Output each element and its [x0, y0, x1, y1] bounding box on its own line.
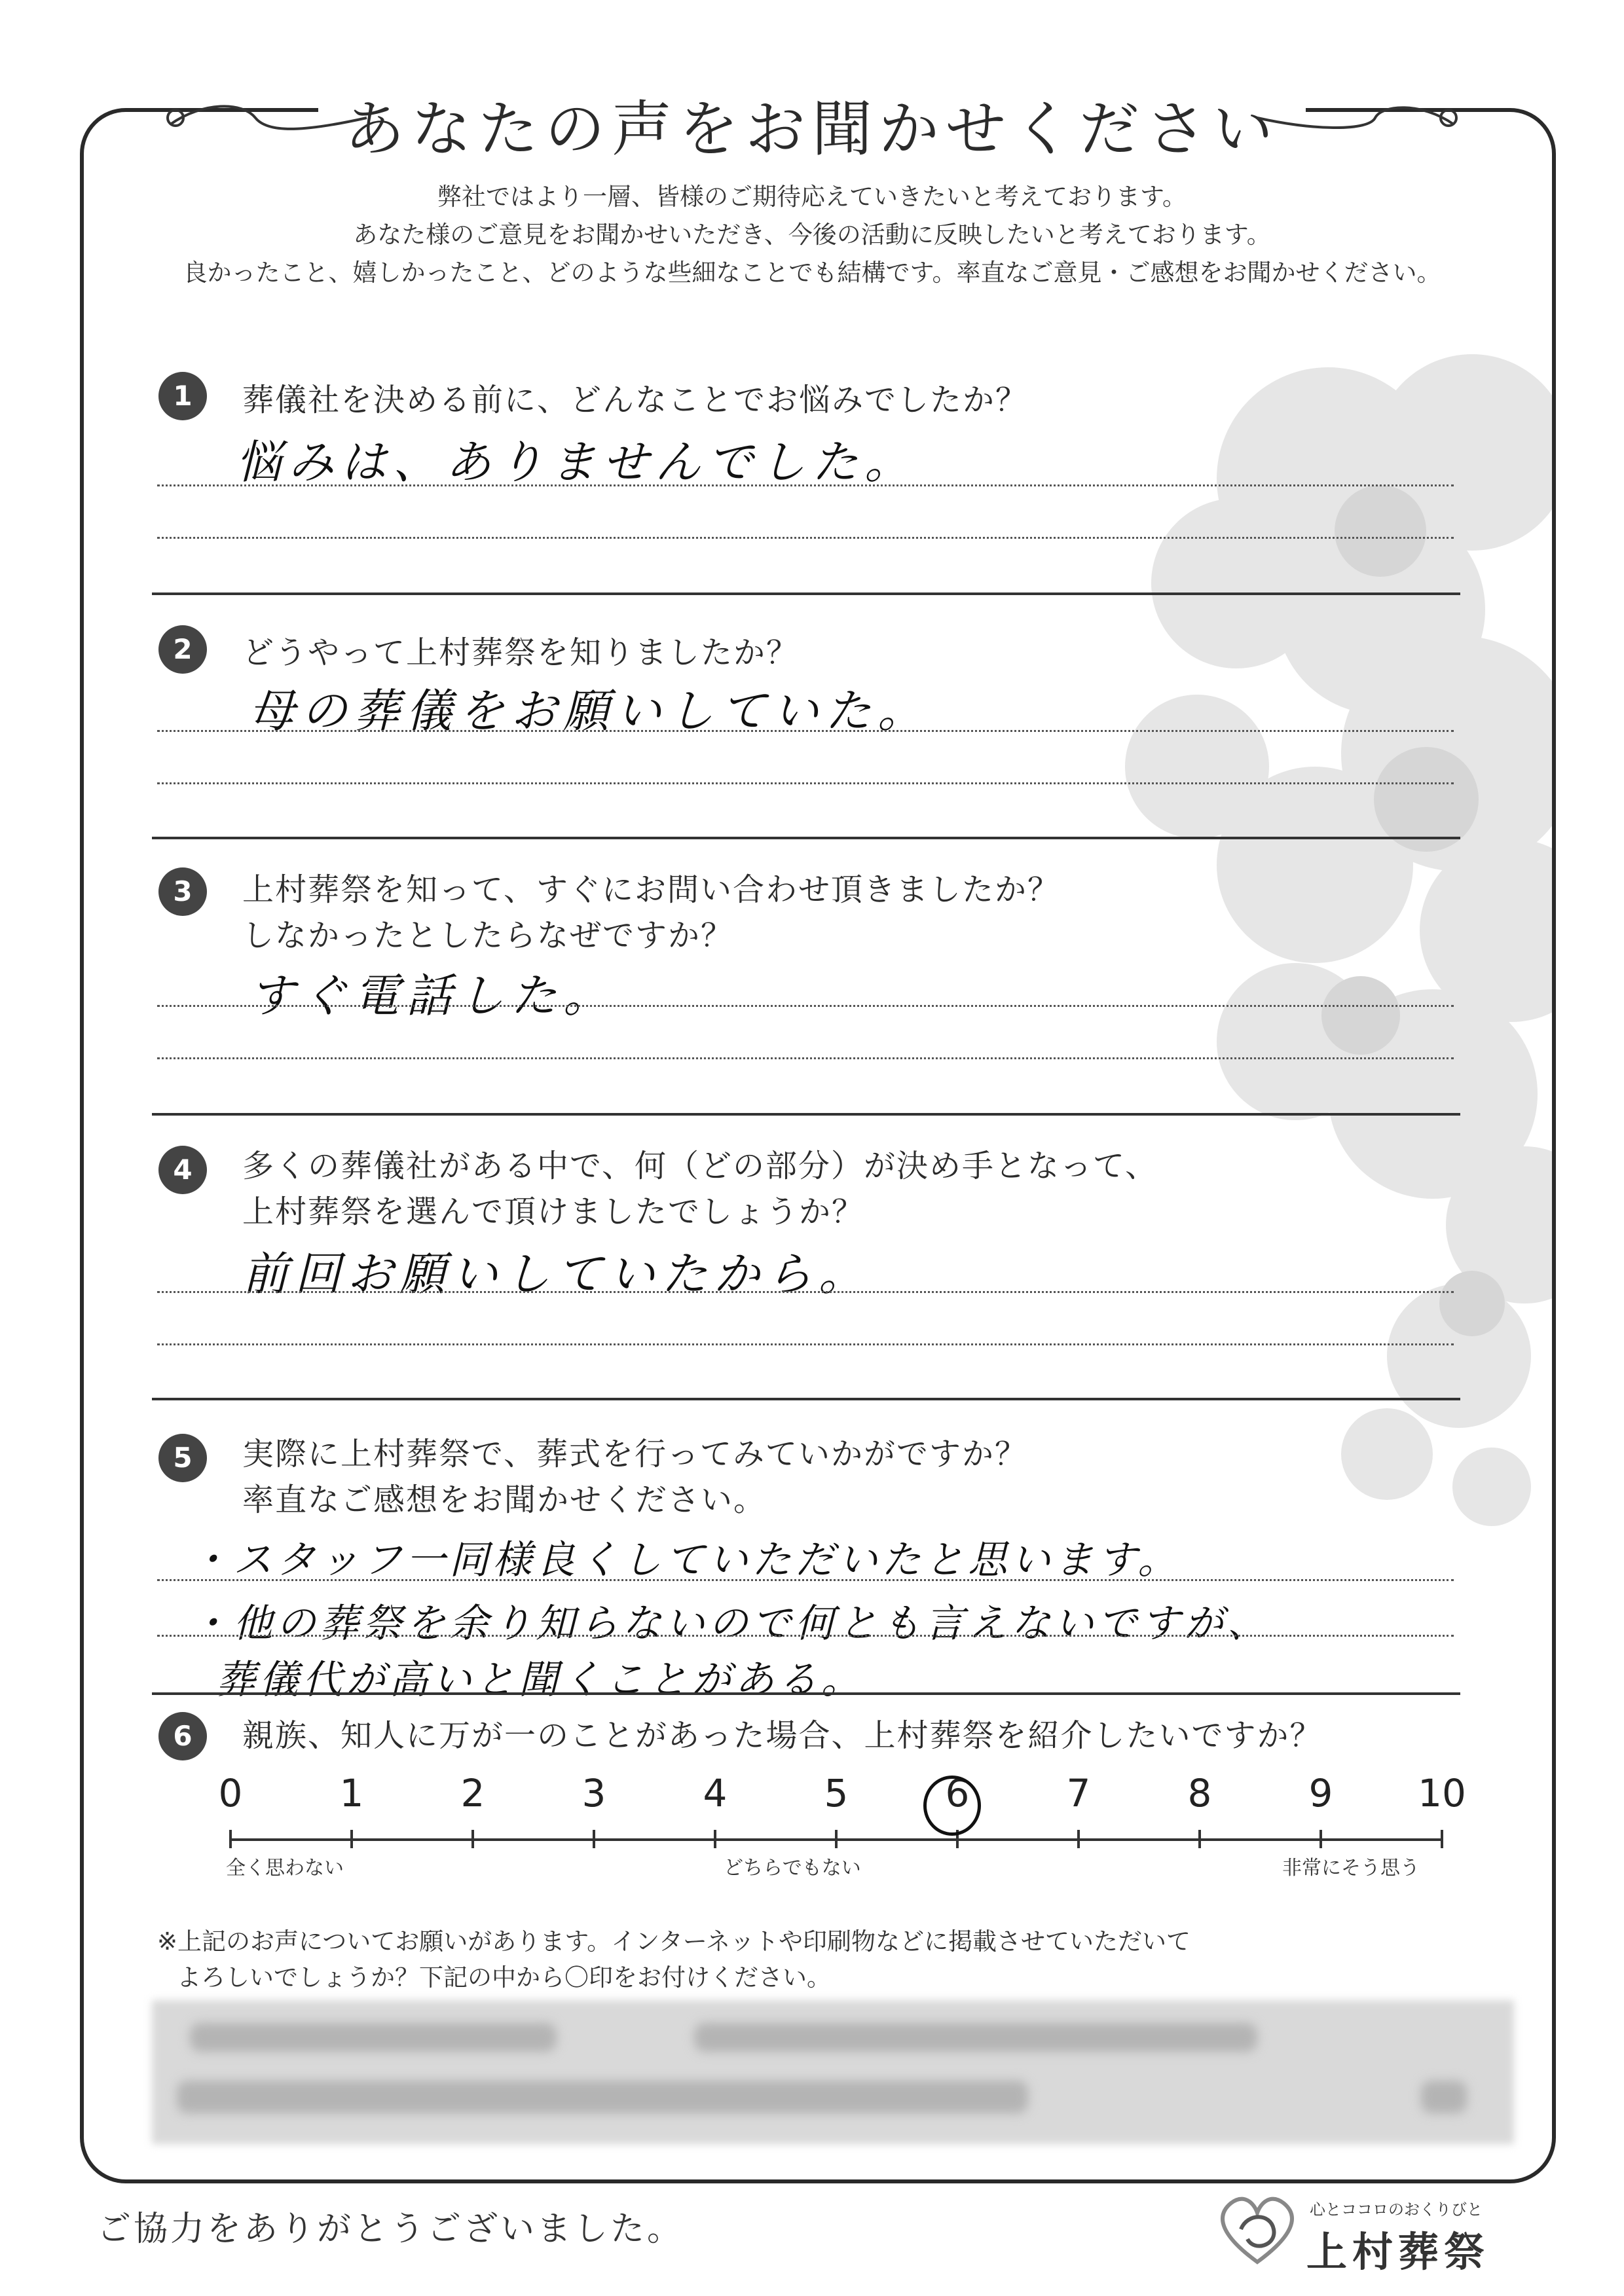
scale-tick — [1198, 1830, 1201, 1848]
intro-line-2: あなた様のご意見をお聞かせいただき、今後の活動に反映したいと考えております。 — [353, 221, 1271, 249]
question-2-number: 2 — [158, 625, 207, 674]
question-3-text-line-2: しなかったとしたらなぜですか？ — [242, 917, 734, 954]
question-3-text-line-1: 上村葬祭を知って、すぐにお問い合わせ頂きましたか？ — [242, 871, 1061, 908]
question-4-text-line-2: 上村葬祭を選んで頂けましたでしょうか？ — [242, 1194, 865, 1230]
page-title: あなたの声をお聞かせください — [318, 90, 1306, 169]
question-4-answer: 前回お願いしていたから。 — [242, 1247, 871, 1301]
thanks-message: ご協力をありがとうございました。 — [97, 2210, 684, 2249]
scale-number-5[interactable]: 5 — [824, 1771, 849, 1815]
scale-tick — [1077, 1830, 1080, 1848]
question-5-number: 5 — [158, 1434, 207, 1482]
flourish-left-ornament — [164, 98, 373, 137]
section-divider — [152, 1398, 1460, 1400]
intro-line-3: 良かったこと、嬉しかったこと、どのような些細なことでも結構です。率直なご意見・ご感想をお聞かせください。 — [183, 259, 1441, 287]
scale-number-9[interactable]: 9 — [1308, 1771, 1333, 1815]
answer-line — [157, 1343, 1454, 1345]
answer-line — [157, 1635, 1454, 1637]
answer-line — [157, 730, 1454, 732]
question-6-number: 6 — [158, 1712, 207, 1760]
scale-number-2[interactable]: 2 — [460, 1771, 485, 1815]
intro-line-1: 弊社ではより一層、皆様のご期待応えていきたいと考えております。 — [437, 183, 1187, 211]
question-4-number: 4 — [158, 1146, 207, 1194]
section-divider — [152, 1692, 1460, 1695]
question-2-answer: 母の葬儀をお願いしていた。 — [249, 684, 930, 738]
scale-tick — [593, 1830, 595, 1848]
scale-number-7[interactable]: 7 — [1066, 1771, 1091, 1815]
question-5-answer-line-2: ・他の葬祭を余り知らないので何とも言えないですが、 — [190, 1601, 1270, 1647]
answer-line — [157, 1291, 1454, 1293]
scale-label-high: 非常にそう思う — [1282, 1857, 1420, 1880]
answer-line — [157, 484, 1454, 486]
scale-number-0[interactable]: 0 — [218, 1771, 243, 1815]
question-5-text-line-2: 率直なご感想をお聞かせください。 — [242, 1482, 767, 1518]
heart-logo-icon — [1215, 2190, 1300, 2269]
scale-number-3[interactable]: 3 — [581, 1771, 606, 1815]
question-5-text-line-1: 実際に上村葬祭で、葬式を行ってみていかがですか？ — [242, 1436, 1028, 1472]
answer-line — [157, 537, 1454, 539]
question-4-text-line-1: 多くの葬儀社がある中で、何（どの部分）が決め手となって、 — [242, 1148, 1158, 1184]
scale-label-mid: どちらでもない — [724, 1857, 861, 1880]
scale-number-4[interactable]: 4 — [703, 1771, 728, 1815]
scale-tick — [229, 1830, 232, 1848]
permission-note-line-2: よろしいでしょうか？下記の中から〇印をお付けください。 — [177, 1963, 831, 1992]
question-5-answer-line-3: 葬儀代が高いと聞くことがある。 — [216, 1657, 864, 1703]
answer-line — [157, 782, 1454, 784]
permission-note-line-1: ※上記のお声についてお願いがあります。インターネットや印刷物などに掲載させていただいて — [157, 1927, 1190, 1956]
redacted-option — [1421, 2081, 1467, 2113]
answer-line — [157, 1005, 1454, 1007]
scale-tick — [350, 1830, 353, 1848]
scale-label-low: 全く思わない — [226, 1857, 344, 1880]
redacted-option — [177, 2081, 1028, 2113]
scale-number-8[interactable]: 8 — [1187, 1771, 1212, 1815]
logo-tagline: 心とココロのおくりびと — [1310, 2200, 1483, 2219]
scale-tick — [1441, 1830, 1443, 1848]
scale-number-6[interactable]: 6 — [945, 1771, 970, 1815]
question-2-text: どうやって上村葬祭を知りましたか？ — [242, 634, 800, 671]
section-divider — [152, 837, 1460, 839]
question-3-number: 3 — [158, 867, 207, 916]
scale-tick — [714, 1830, 716, 1848]
section-divider — [152, 1113, 1460, 1116]
question-1-number: 1 — [158, 372, 207, 420]
scale-tick — [471, 1830, 474, 1848]
scale-number-1[interactable]: 1 — [339, 1771, 364, 1815]
redacted-option — [694, 2023, 1257, 2052]
question-1-answer: 悩みは、ありませんでした。 — [236, 435, 917, 489]
flourish-right-ornament — [1251, 98, 1460, 137]
scale-tick — [1320, 1830, 1322, 1848]
question-1-text: 葬儀社を決める前に、どんなことでお悩みでしたか？ — [242, 382, 1029, 418]
question-3-answer: すぐ電話した。 — [249, 969, 616, 1023]
answer-line — [157, 1057, 1454, 1059]
selected-rating-circle — [923, 1776, 981, 1836]
answer-line — [157, 1579, 1454, 1581]
redacted-option — [190, 2023, 557, 2052]
scale-number-10[interactable]: 10 — [1418, 1771, 1466, 1815]
company-logo-name: 上村葬祭 — [1306, 2228, 1490, 2276]
question-5-answer-line-1: ・スタッフ一同様良くしていただいたと思います。 — [190, 1537, 1181, 1583]
redacted-consent-area — [152, 2000, 1514, 2144]
section-divider — [152, 592, 1460, 595]
question-6-text: 親族、知人に万が一のことがあった場合、上村葬祭を紹介したいですか？ — [242, 1717, 1323, 1754]
scale-tick — [835, 1830, 838, 1848]
